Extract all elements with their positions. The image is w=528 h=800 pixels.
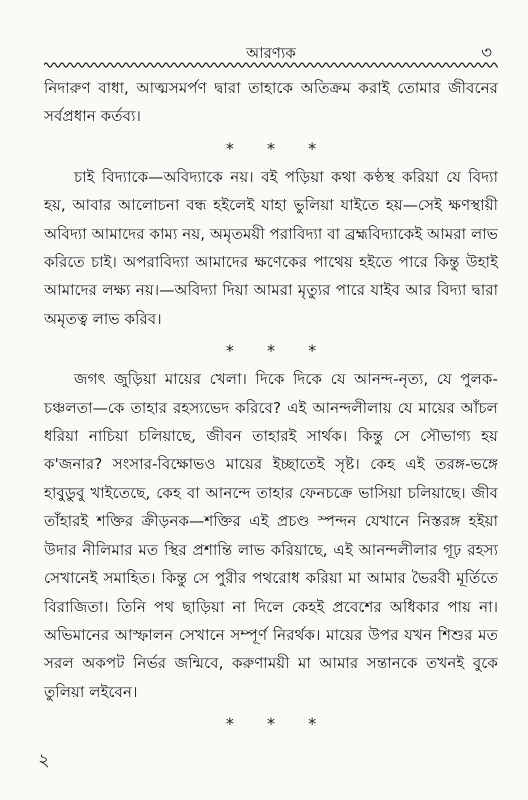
- paragraph-vidya: চাই বিদ্যাকে—অবিদ্যাকে নয়। বই পড়িয়া কথা কণ্ঠস্থ করিয়া যে বিদ্যা হয়, আবার আলোচনা বন্ধ হইলেই যাহা ভুলিয়া যাইতে হয়—সেই ক্ষণস্থায়ী অবিদ্যা আমাদের কাম্য নয়, অমৃতময়ী পরাবিদ্যা বা ব্রহ্মবিদ্যাকেই আমরা লাভ করিতে চাই। অপরাবিদ্যা আমাদের ক্ষণেকের পাথেয় হইতে পারে কিন্তু উহাই আমাদের লক্ষ্য নয়।—অবিদ্যা দিয়া আমরা মৃত্যুর পারে যাইব আর বিদ্যা দ্বারা অমৃতত্ব লাভ করিব।: [44, 167, 498, 328]
- section-separator-1: * * *: [225, 138, 331, 158]
- page-number-bottom: ২: [38, 750, 50, 771]
- running-header: [44, 40, 498, 62]
- section-separator-2: * * *: [225, 341, 331, 361]
- section-separator-3: * * *: [225, 714, 331, 734]
- page-number-top: ৩: [480, 43, 492, 63]
- wavy-rule: [44, 60, 498, 70]
- page-body: [44, 74, 498, 738]
- paragraph-continuation: নিদারুণ বাধা, আত্মসমর্পণ দ্বারা তাহাকে অতিক্রম করাই তোমার জীবনের সর্বপ্রধান কর্তব্য।: [44, 79, 498, 126]
- paragraph-mayer-khela: জগৎ জুড়িয়া মায়ের খেলা। দিকে দিকে যে আনন্দ-নৃত্য, যে পুলক-চঞ্চলতা—কে তাহার রহস্যভেদ করিবে? এই আনন্দলীলায় যে মায়ের আঁচল ধরিয়া নাচিয়া চলিয়াছে, জীবন তাহারই সার্থক। কিন্তু সে সৌভাগ্য হয় ক'জনার? সংসার-বিক্ষোভও মায়ের ইচ্ছাতেই সৃষ্ট। কেহ এই তরঙ্গ-ভঙ্গে হাবুডুবু খাইতেছে, কেহ বা আনন্দে তাহার ফেনচক্রে ভাসিয়া চলিয়াছে। জীব তাঁহারই শক্তির ক্রীড়নক—শক্তির এই প্রচণ্ড স্পন্দন যেখানে নিস্তরঙ্গ হইয়া উদার নীলিমার মত স্থির প্রশান্তি লাভ করিয়াছে, এই আনন্দলীলার গূঢ় রহস্য সেখানেই সমাহিত। কিন্তু সে পুরীর পথরোধ করিয়া মা আমার ভৈরবী মূর্তিতে বিরাজিতা। তিনি পথ ছাড়িয়া না দিলে কেহই প্রবেশের অধিকার পায় না। অভিমানের আস্ফালন সেখানে সম্পূর্ণ নিরর্থক। মায়ের উপর যখন শিশুর মত সরল অকপট নির্ভর জন্মিবে, করুণাময়ী মা আমার সন্তানকে তখনই বুকে তুলিয়া লইবেন।: [44, 370, 498, 701]
- running-title: আরণ্যক: [246, 44, 296, 62]
